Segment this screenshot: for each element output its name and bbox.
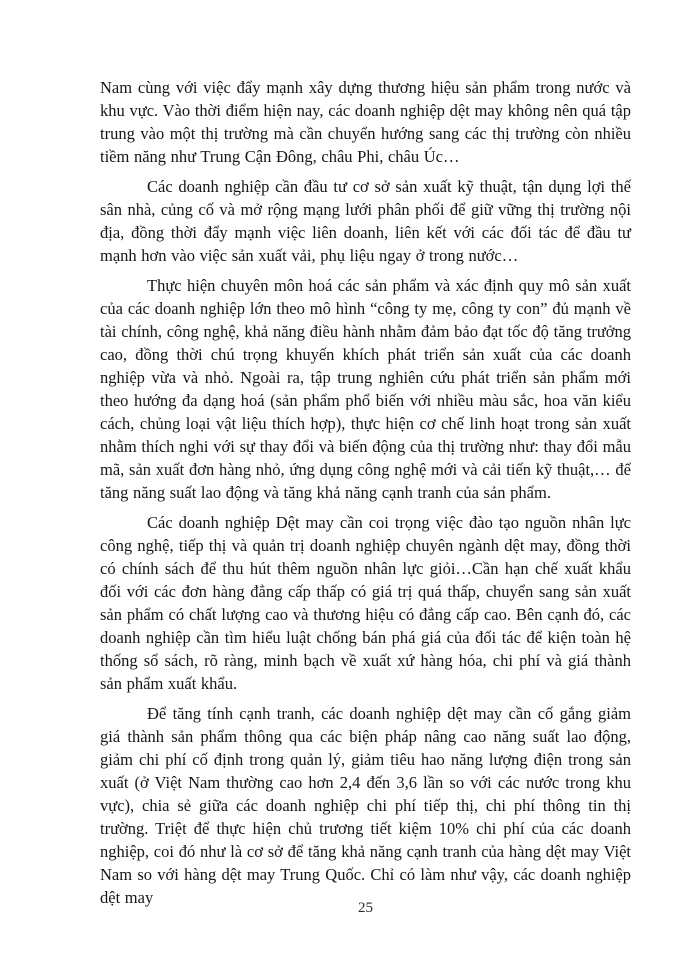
page-body: [100, 76, 631, 909]
paragraph: Các doanh nghiệp cần đầu tư cơ sở sản xuất kỹ thuật, tận dụng lợi thế sân nhà, củng cố và mở rộng mạng lưới phân phối để giữ vững thị trường nội địa, đồng thời đẩy mạnh việc liên doanh, liên kết với các đối tác để đầu tư mạnh hơn vào việc sản xuất vải, phụ liệu ngay ở trong nước…: [100, 177, 631, 265]
paragraph-continuation: Nam cùng với việc đẩy mạnh xây dựng thương hiệu sản phẩm trong nước và khu vực. Vào thời điểm hiện nay, các doanh nghiệp dệt may không nên quá tập trung vào một thị trường mà cần chuyển hướng sang các thị trường còn nhiều tiềm năng như Trung Cận Đông, châu Phi, châu Úc…: [100, 78, 631, 166]
paragraph: Thực hiện chuyên môn hoá các sản phẩm và xác định quy mô sản xuất của các doanh nghiệp lớn theo mô hình “công ty mẹ, công ty con” đủ mạnh về tài chính, công nghệ, khả năng điều hành nhằm đảm bảo đạt tốc độ tăng trưởng cao, đồng thời chú trọng khuyến khích phát triển sản xuất của các doanh nghiệp vừa và nhỏ. Ngoài ra, tập trung nghiên cứu phát triển sản phẩm mới theo hướng đa dạng hoá (sản phẩm phổ biến với nhiều màu sắc, hoa văn kiểu cách, chủng loại vật liệu thích hợp), thực hiện cơ chế linh hoạt trong sản xuất nhằm thích nghi với sự thay đổi và biến động của thị trường như: thay đổi mẫu mã, sản xuất đơn hàng nhỏ, ứng dụng công nghệ mới và cải tiến kỹ thuật,… để tăng năng suất lao động và tăng khả năng cạnh tranh của sản phẩm.: [100, 276, 631, 502]
paragraph: Để tăng tính cạnh tranh, các doanh nghiệp dệt may cần cố gắng giảm giá thành sản phẩm thông qua các biện pháp nâng cao năng suất lao động, giảm chi phí cố định trong quản lý, giảm tiêu hao năng lượng điện trong sản xuất (ở Việt Nam thường cao hơn 2,4 đến 3,6 lần so với các nước trong khu vực), chia sẻ giữa các doanh nghiệp chi phí tiếp thị, chi phí thông tin thị trường. Triệt để thực hiện chủ trương tiết kiệm 10% chi phí của các doanh nghiệp, coi đó như là cơ sở để tăng khả năng cạnh tranh của hàng dệt may Việt Nam so với hàng dệt may Trung Quốc. Chỉ có làm như vậy, các doanh nghiệp dệt may: [100, 704, 631, 907]
paragraph: Các doanh nghiệp Dệt may cần coi trọng việc đào tạo nguồn nhân lực công nghệ, tiếp thị và quản trị doanh nghiệp chuyên ngành dệt may, đồng thời có chính sách để thu hút thêm nguồn nhân lực giỏi…Cần hạn chế xuất khẩu đối với các đơn hàng đẳng cấp thấp có giá trị quá thấp, chuyển sang sản xuất sản phẩm có chất lượng cao và thương hiệu có đẳng cấp cao. Bên cạnh đó, các doanh nghiệp cần tìm hiểu luật chống bán phá giá của đối tác để kiện toàn hệ thống sổ sách, rõ ràng, minh bạch về xuất xứ hàng hóa, chi phí và giá thành sản phẩm xuất khẩu.: [100, 513, 631, 693]
page-number: 25: [358, 900, 373, 916]
